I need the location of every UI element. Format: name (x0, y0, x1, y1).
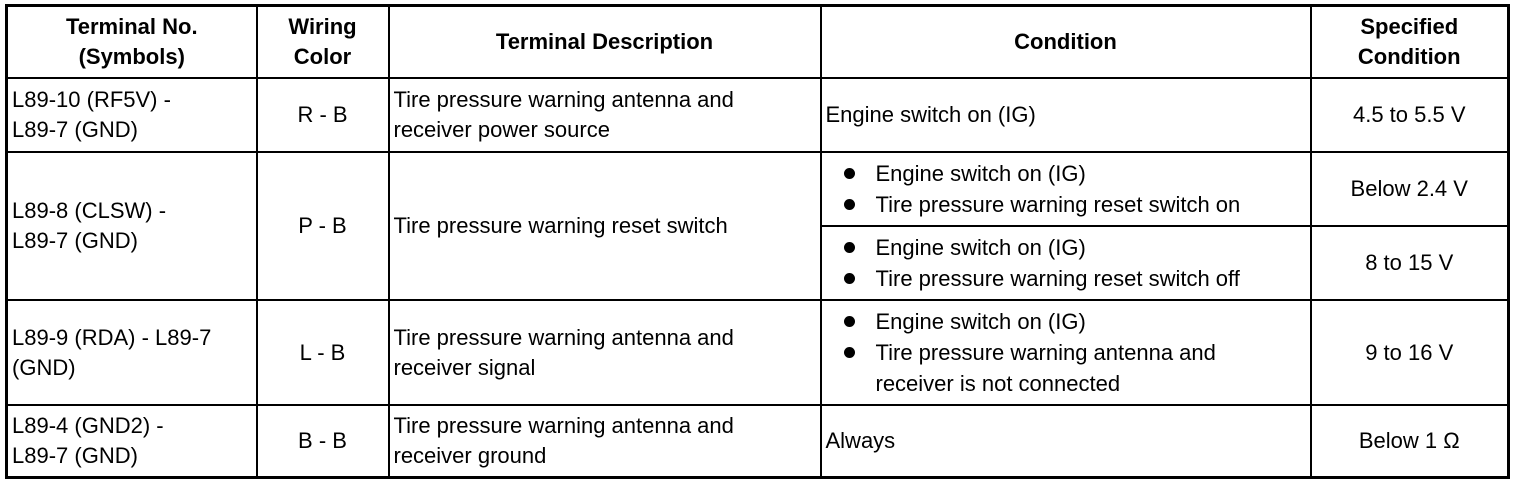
header-description-text: Terminal Description (495, 29, 714, 54)
description-line: receiver power source (393, 117, 610, 142)
terminal-line: L89-7 (GND) (12, 443, 138, 468)
header-wiring-line-2: Color (293, 44, 352, 69)
terminal-line: (GND) (12, 354, 76, 380)
condition-bullet (842, 232, 1310, 263)
bullet-icon (844, 168, 855, 179)
condition-cell (821, 226, 1311, 300)
condition-bullet (842, 189, 1310, 220)
header-description (389, 6, 821, 79)
condition-cell: Engine switch on (IG) (821, 78, 1311, 152)
description-cell (389, 78, 821, 152)
bullet-icon (844, 316, 855, 327)
description-line: Tire pressure warning antenna and (393, 324, 734, 350)
header-condition-text: Condition (1014, 29, 1117, 54)
header-terminal-line-2: (Symbols) (78, 44, 185, 69)
wiring-cell: P - B (257, 152, 389, 300)
condition-bullet-text: Engine switch on (IG) (875, 161, 1086, 186)
terminal-line: L89-7 (GND) (12, 117, 138, 142)
specified-cell: 8 to 15 V (1311, 226, 1509, 300)
terminal-line: L89-10 (RF5V) - (12, 87, 171, 112)
description-cell (389, 300, 821, 405)
condition-cell (821, 300, 1311, 405)
header-wiring (257, 6, 389, 79)
bullet-icon (844, 347, 855, 358)
table-row (7, 300, 1509, 405)
terminal-table-container (5, 4, 1507, 479)
header-condition (821, 6, 1311, 79)
terminal-spec-table (5, 4, 1510, 479)
header-terminal (7, 6, 257, 79)
description-cell (389, 152, 821, 300)
table-row (7, 78, 1509, 152)
terminal-cell (7, 405, 257, 478)
condition-bullet (842, 306, 1310, 337)
terminal-line: L89-4 (GND2) - (12, 413, 164, 438)
specified-cell: Below 2.4 V (1311, 152, 1509, 226)
specified-cell: Below 1 Ω (1311, 405, 1509, 478)
description-line: Tire pressure warning antenna and (393, 413, 734, 438)
header-specified (1311, 6, 1509, 79)
header-row (7, 6, 1509, 79)
header-terminal-line-1: Terminal No. (65, 14, 198, 39)
terminal-line: L89-8 (CLSW) - (12, 198, 167, 223)
header-specified-line-1: Specified (1360, 14, 1459, 39)
condition-cell (821, 152, 1311, 226)
wiring-cell: B - B (257, 405, 389, 478)
condition-bullet-list (826, 302, 1310, 403)
wiring-cell: R - B (257, 78, 389, 152)
header-specified-line-2: Condition (1357, 44, 1461, 69)
terminal-line: L89-7 (GND) (12, 228, 138, 253)
condition-bullet-list (826, 154, 1310, 224)
header-wiring-line-1: Wiring (288, 14, 357, 39)
condition-bullet-text: Engine switch on (IG) (875, 309, 1086, 334)
description-line: receiver signal (393, 354, 536, 380)
condition-bullet-text: Engine switch on (IG) (875, 235, 1086, 260)
condition-bullet-text: Tire pressure warning reset switch off (875, 266, 1240, 291)
description-cell (389, 405, 821, 478)
condition-bullet-text: Tire pressure warning antenna and (875, 340, 1216, 365)
condition-bullet (842, 158, 1310, 189)
description-line: Tire pressure warning antenna and (393, 87, 734, 112)
table-row (7, 405, 1509, 478)
bullet-icon (844, 199, 855, 210)
bullet-icon (844, 273, 855, 284)
description-line: Tire pressure warning reset switch (393, 213, 728, 238)
bullet-icon (844, 242, 855, 253)
specified-cell: 4.5 to 5.5 V (1311, 78, 1509, 152)
specified-cell: 9 to 16 V (1311, 300, 1509, 405)
terminal-cell (7, 152, 257, 300)
table-row (7, 152, 1509, 226)
condition-bullet-list (826, 228, 1310, 298)
description-line: receiver ground (393, 443, 547, 468)
condition-bullet (842, 337, 1310, 399)
condition-bullet-text-continued: receiver is not connected (875, 371, 1121, 396)
terminal-line: L89-9 (RDA) - L89-7 (12, 324, 212, 350)
condition-bullet-text: Tire pressure warning reset switch on (875, 192, 1241, 217)
condition-bullet (842, 263, 1310, 294)
terminal-cell (7, 78, 257, 152)
wiring-cell: L - B (257, 300, 389, 405)
terminal-cell (7, 300, 257, 405)
condition-cell: Always (821, 405, 1311, 478)
